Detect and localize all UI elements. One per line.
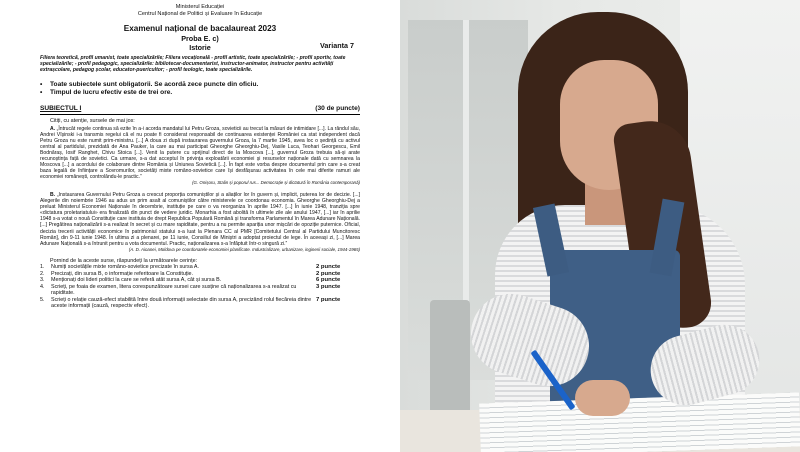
exam-paper — [479, 392, 800, 452]
subject-label: Istorie — [189, 42, 211, 52]
requirement-text: Numiți societățile mixte româno-sovietice precizate în sursa A. — [51, 264, 199, 271]
requirement-item — [40, 297, 360, 310]
instructions-list — [40, 81, 360, 97]
exam-title: Examenul național de bacalaureat 2023 — [123, 23, 277, 33]
instruction-item: • Timpul de lucru efectiv este de trei ore. — [40, 89, 360, 97]
section-intro: Citiți, cu atenție, sursele de mai jos: — [50, 118, 135, 125]
requirement-number: 5. — [40, 296, 45, 303]
filiera-text: Filiera teoretică, profil umanist, toate specializările; Filiera vocațională - profil artistic, toate specializările; - profil sportiv, toate specializările; - profil pedagogic, specializările: bibliotecar-documentarist, instructor-animator, instructor pentru activități extrașcolare, pedagog școlar, educator-puericultor; - profil teologic, toate specializările. — [40, 54, 346, 73]
requirement-text: Scrieți o relație cauză-efect stabilită între două informații selectate din sursa A, precizând rolul fiecăreia dintre aceste informații (cauză, respectiv efect). — [51, 296, 312, 310]
requirement-number: 1. — [40, 264, 45, 271]
source-text: „Instaurarea Guvernului Petru Groza a crescut proporția comuniștilor și a aliaților lor în guvern și, implicit, puterea lor de decizie. [...] Alegerile din noiembrie 1946 au adus un prim asalt al comuniștilor către ministerele ce coordonau economia. Gheorghe Gheorghiu-Dej a preluat Ministerul Economiei Naționale în decembrie, instituție pe care o va reorganiza în aprilie 1947. [...] În iunie 1948, tranziția spre «dictatura proletariatului» era finalizată din punct de vedere juridic. Monarhia a fost abolită în ultimele zile ale anului 1947, [...] iar în aprilie 1948 s-a votat o nouă Constituție care instituia de drept Republica Populară Română și transforma Parlamentul în Marea Adunare Națională. [...] Pregătirea naționalizării s-a realizat în secret și cu mare rapiditate, pentru a nu permite apariția unor mișcări de opoziție puternice. Oficial, decizia trecerii activității economice în patrimoniul statului s-a luat la Plenara CC al PMR [Comitetului Central al Partidului Muncitoresc Român], din 9-11 iunie 1948. În ultima zi a plenarei, pe 11 iunie, Consiliul de Miniștri a adoptat proiectul de lege. În aceeași zi, [...] Marea Adunare Națională s-a întrunit pentru a vota documentul. Practic, naționalizarea s-a înfăptuit într-o singură zi.” — [40, 191, 360, 247]
student-photo — [400, 0, 800, 452]
requirements-intro: Pornind de la aceste surse, răspundeți la următoarele cerințe: — [50, 258, 198, 265]
proba-label: Proba E. c) — [181, 33, 219, 43]
requirement-item — [40, 284, 360, 297]
requirement-points: 7 puncte — [316, 296, 341, 303]
requirement-text: Precizați, din sursa B, o informație referitoare la Constituție. — [51, 270, 194, 277]
section-header — [40, 105, 360, 115]
source-a — [40, 126, 360, 181]
source-b — [40, 192, 360, 247]
requirement-text: Menționați doi lideri politici la care se referă atât sursa A, cât și sursa B. — [51, 277, 222, 284]
source-text: „Întrucât regele continua să ezite în a-i acorda mandatul lui Petru Groza, sovieticii au trecut la măsuri de intimidare [...]. La rândul său, Andrei Vîșinski i-a transmis regelui că el nu poate fi considerat responsabil de continuarea existenței României ca stat independent dacă Petru Groza nu este numit prim-ministru. [...] A doua zi după instaurarea guvernului Groza, la 7 martie 1945, avea loc o ședință cu activul central al partidului, prezidată de Ana Pauker, la care au mai participat Gheorghe Gheorghiu-Dej, Vasile Luca, Teohari Georgescu, Emil Bodnăraș, Iosif Ranghet, Chivu Stoica [...]. Venit la putere cu sprijinul direct de la Moscova [...], guvernul Groza trebuia să-și arate recunoștința față de sovietici. Ca urmare, s-a dat acceptul în privința exploatării economiei și resurselor naționale dată cu semnarea la Moscova [...] a acordului de colaborare dintre România și Uniunea Sovietică [...]. În fapt este vorba despre documentul prin care s-a creat baza legală de înființare a Sovromurilor, societăți mixte româno-sovietice care își desfășurau activitatea în cele mai diferite ramuri ale economiei românești, controlându-le practic.” — [40, 125, 360, 181]
ministry-name: Ministerul Educației — [175, 4, 225, 10]
requirement-number: 4. — [40, 283, 45, 290]
requirement-points: 3 puncte — [316, 283, 341, 290]
instruction-item: • Toate subiectele sunt obligatorii. Se acordă zece puncte din oficiu. — [40, 81, 360, 89]
requirement-text: Scrieți, pe foaia de examen, litera corespunzătoare sursei care susține că naționalizarea s-a realizat cu rapiditate. — [51, 283, 297, 297]
section-title: SUBIECTUL I — [40, 105, 82, 113]
section-points: (30 de puncte) — [315, 105, 360, 113]
requirement-number: 3. — [40, 277, 45, 284]
variant-label: Varianta 7 — [320, 40, 354, 50]
background-chair — [430, 300, 470, 420]
requirement-points: 2 puncte — [316, 270, 341, 277]
requirement-number: 2. — [40, 270, 45, 277]
requirement-points: 6 puncte — [316, 277, 341, 284]
requirement-points: 2 puncte — [316, 264, 341, 271]
source-citation: (A. D. Aioanei, Moldova pe coordonatele economiei planificate. Industrializare, urbanizare, inginerii sociale, 1944-1965) — [128, 246, 360, 252]
writing-hand — [575, 380, 630, 416]
center-name: Centrul Național de Politici și Evaluare în Educație — [137, 10, 263, 17]
requirements-list — [40, 264, 360, 310]
source-label: B. — [50, 191, 56, 198]
source-citation: (G. Onișoru, Stalin și poporul rus... Democrație și dictatură în România contemporană) — [192, 180, 360, 186]
source-label: A. — [50, 125, 56, 132]
